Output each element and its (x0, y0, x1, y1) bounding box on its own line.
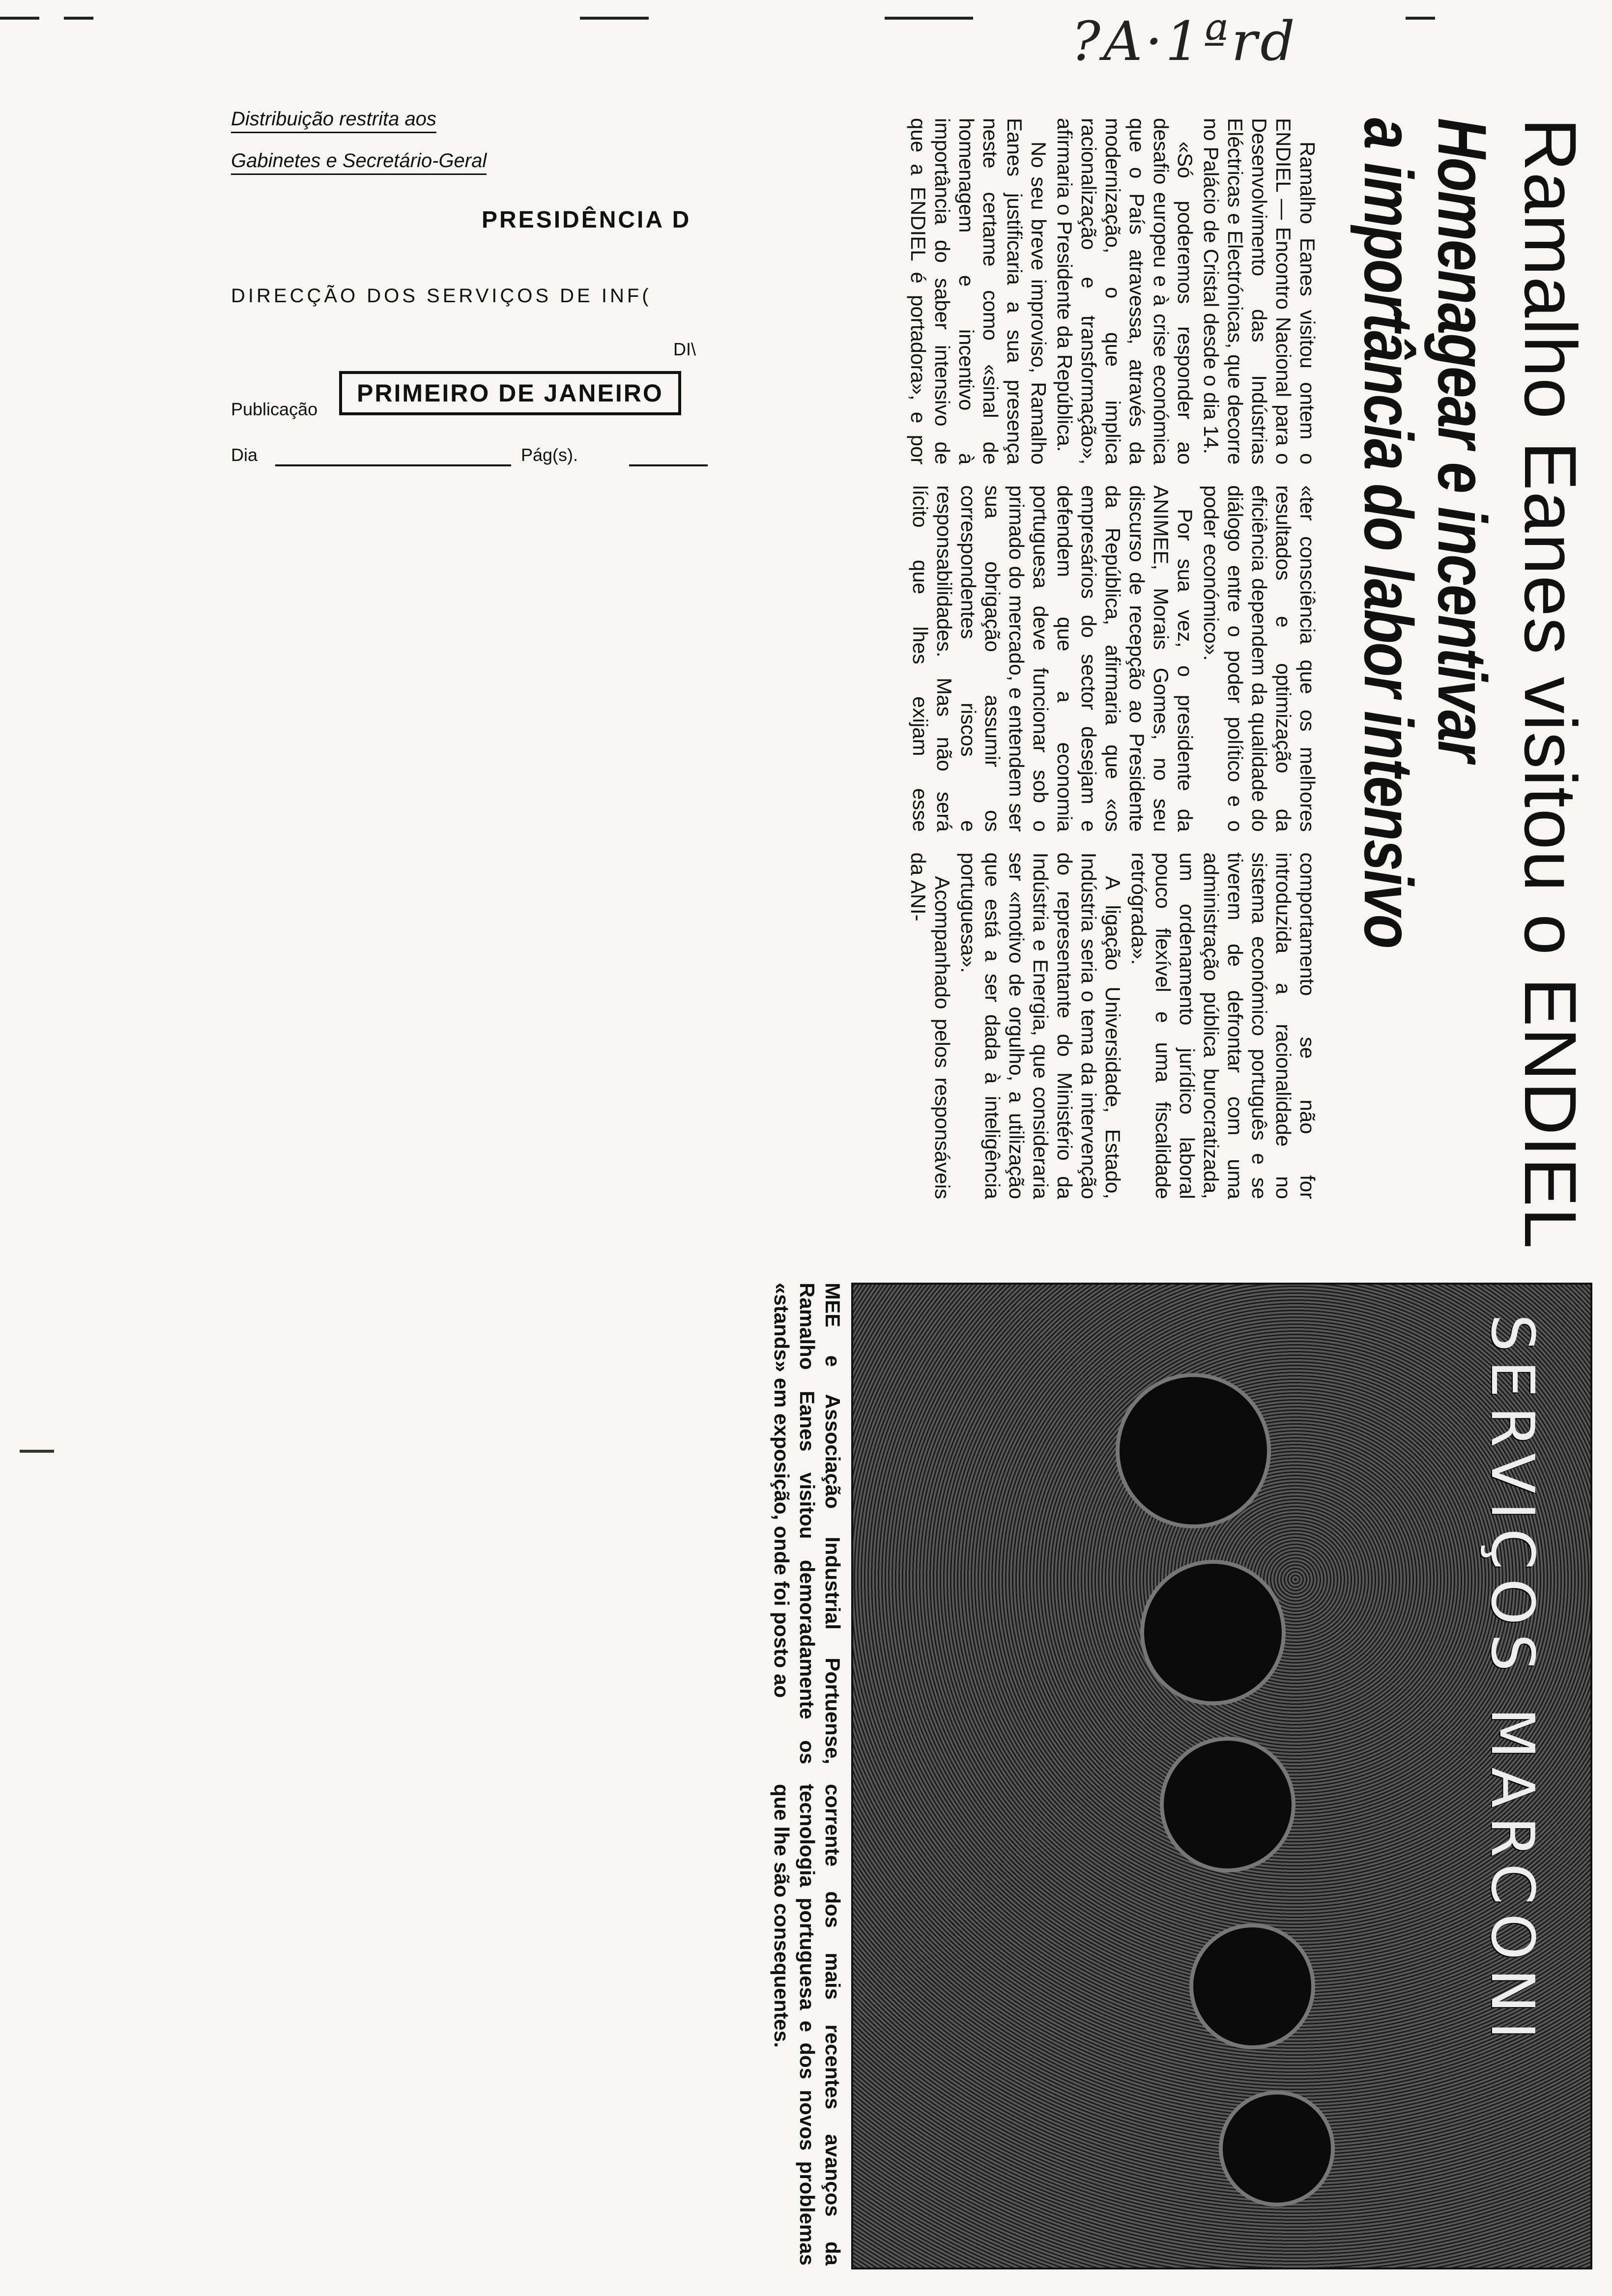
article-body (745, 118, 1320, 1199)
photo-banner-text: SERVIÇOS MARCONI (1478, 1314, 1546, 2048)
distribution-line-2: Gabinetes e Secretário-Geral (231, 150, 487, 172)
body-paragraph: A ligação Universidade, Estado, Indústria seria o tema da intervenção do representante do Ministério da Indústria e Energia, que consideraria ser «motivo de orgulho, a utilização que está a ser dada à inteligência portuguesa». (957, 852, 1124, 1199)
body-paragraph: Acompanhado pelos responsáveis da ANI- (907, 852, 954, 1199)
article-headline (1352, 118, 1499, 947)
body-paragraph: Ramalho Eanes visitou ontem o ENDIEL — Encontro Nacional para o Desenvolvimento das Indústrias Eléctricas e Electrónicas, que decorre no Palácio de Cristal desde o dia 14. (1200, 118, 1319, 465)
caption-part: MEE e Associação Industrial Portuense, Ramalho Eanes visitou demoradamente os «stands» em exposição, onde foi posto ao (770, 1283, 844, 1764)
pag-rule (629, 464, 708, 466)
photo-person (1219, 2091, 1335, 2207)
div-label: DI\ (673, 339, 696, 359)
scan-mark (20, 1450, 54, 1453)
newspaper-clipping (727, 118, 1592, 2270)
body-paragraph: No seu breve improviso, Ramalho Eanes justificaria a sua presença neste certame como «sinal de homenagem e incentivo à importância do saber intensivo de que a ENDIEL é portadora», e por «ter consciência que os melhores resultados e optimização da eficiência dependem da qualidade do diálogo entre o poder político e o poder económico». (907, 118, 1319, 832)
direccao-line: DIRECÇÃO DOS SERVIÇOS DE INF( (231, 285, 652, 307)
scan-mark (1406, 17, 1435, 20)
headline-line-1: Homenagear e incentivar (1424, 118, 1501, 761)
presidencia-heading: PRESIDÊNCIA D (482, 207, 691, 233)
article-kicker: Ramalho Eanes visitou o ENDIEL (1509, 118, 1592, 1250)
scan-mark (580, 17, 649, 20)
scan-mark (64, 17, 93, 20)
distribution-line-1: Distribuição restrita aos (231, 108, 436, 130)
news-photo (851, 1283, 1592, 2269)
handwritten-note: ?A·1ªrd (1071, 10, 1298, 73)
photo-person (1140, 1560, 1286, 1705)
photo-caption (727, 1283, 845, 2266)
dia-label: Dia (231, 445, 258, 465)
dia-rule (275, 464, 511, 466)
publicacao-label: Publicação (231, 399, 318, 419)
photo-person (1160, 1737, 1295, 1872)
scan-mark (885, 17, 973, 20)
headline-line-2: a importância do labor intensivo (1350, 118, 1427, 948)
scan-mark (0, 17, 39, 20)
photo-person (1189, 1923, 1315, 2049)
body-paragraph: «Só poderemos responder ao desafio europeu e à crise económica que o País atravessa, através da modernização, o que implica racionalização e transformação», afirmaria o Presidente da República. (1053, 118, 1197, 465)
caption-part: corrente dos mais recentes avanços da tecnologia portuguesa e dos novos problemas que lhe são consequentes. (770, 1784, 844, 2266)
photo-person (1116, 1373, 1271, 1528)
publicacao-stamp: PRIMEIRO DE JANEIRO (339, 371, 681, 415)
body-paragraph: Por sua vez, o presidente da ANIMEE, Morais Gomes, no seu discurso de recepção ao Presidente da República, afirmaria que «os empresários do sector desejam e defendem que a economia portuguesa deve funcionar sob o primado do mercado, e entendem ser sua obrigação assumir os correspondentes riscos e responsabilidades. Mas não será lícito que lhes exijam esse comportamento se não for introduzida a racionalidade no sistema económico português e se tiverem de defrontar com uma administração pública burocratizada, um ordenamento jurídico laboral pouco flexível e uma fiscalidade retrógrada». (909, 485, 1319, 1199)
pag-label: Pág(s). (521, 445, 578, 465)
